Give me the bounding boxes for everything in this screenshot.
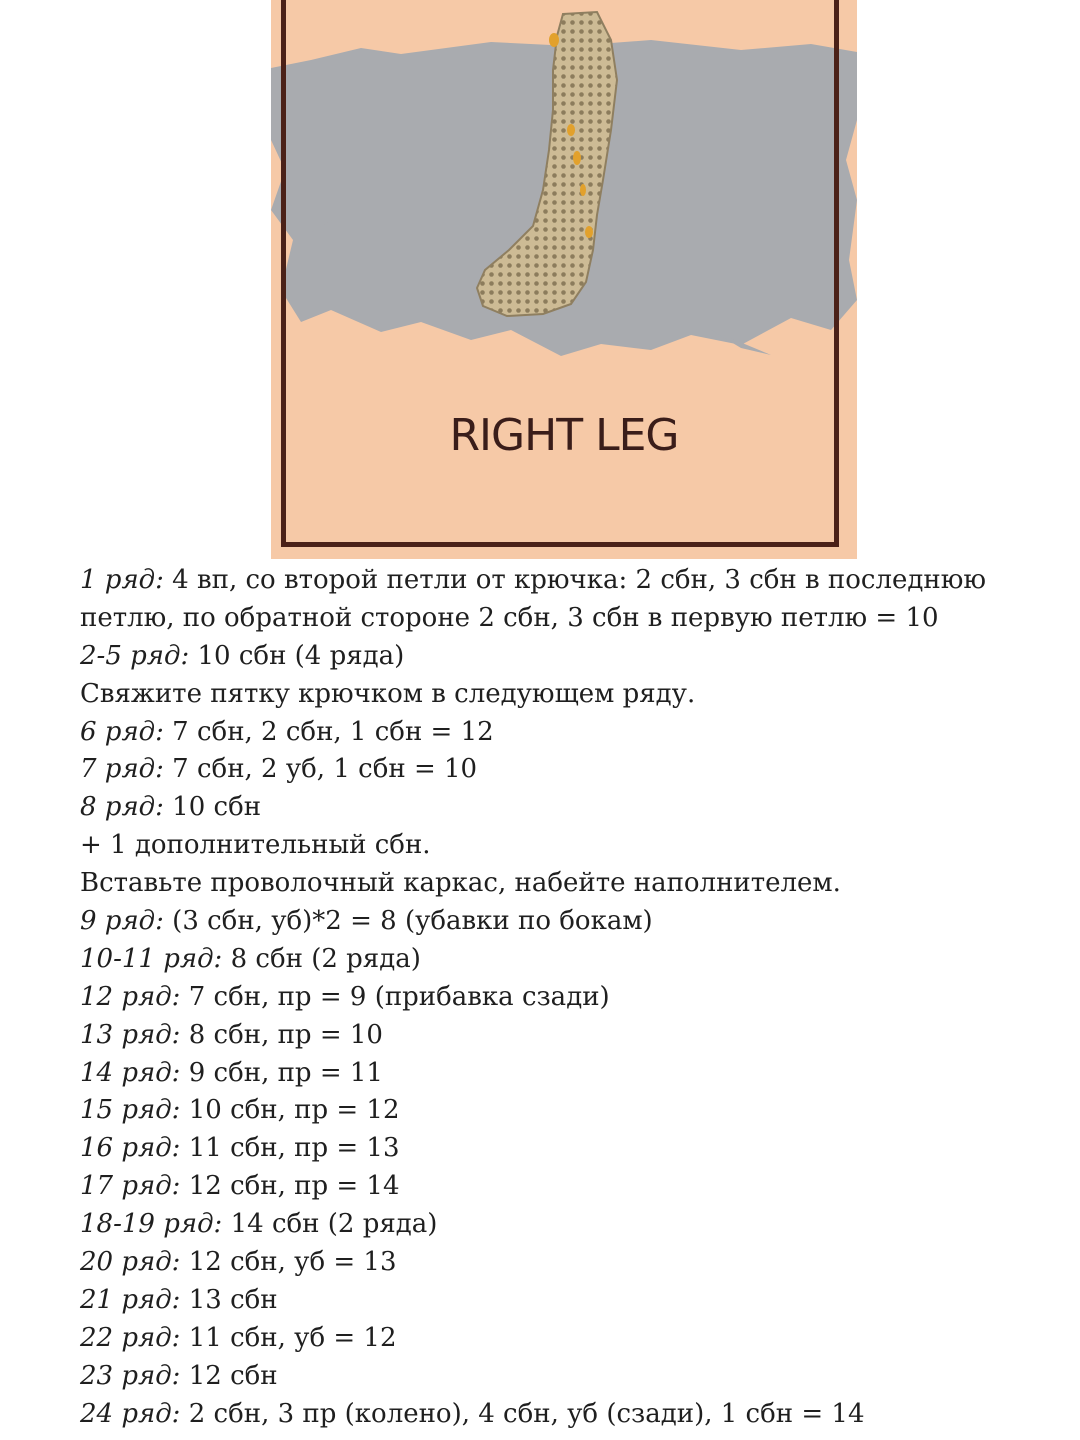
instruction-line bbox=[80, 1092, 1070, 1130]
instruction-line bbox=[80, 676, 1070, 714]
row-text: 7 сбн, пр = 9 (прибавка сзади) bbox=[180, 981, 610, 1012]
instruction-line bbox=[80, 600, 1070, 638]
row-text: 10 сбн, пр = 12 bbox=[180, 1095, 400, 1126]
row-label: 7 ряд: bbox=[80, 754, 164, 785]
row-label: 13 ряд: bbox=[80, 1019, 181, 1050]
instruction-line bbox=[80, 1244, 1070, 1282]
pattern-card bbox=[271, 0, 857, 559]
row-text: 10 сбн (4 ряда) bbox=[189, 640, 405, 671]
row-text: 7 сбн, 2 сбн, 1 сбн = 12 bbox=[163, 716, 494, 747]
row-label: 20 ряд: bbox=[80, 1247, 181, 1278]
row-label: 1 ряд: bbox=[80, 565, 164, 595]
instruction-line bbox=[80, 827, 1070, 865]
instruction-line bbox=[80, 638, 1070, 676]
instruction-line bbox=[80, 1130, 1070, 1168]
row-label: 15 ряд: bbox=[80, 1095, 181, 1126]
row-text: 7 сбн, 2 уб, 1 сбн = 10 bbox=[163, 754, 478, 785]
row-text: 13 сбн bbox=[180, 1284, 278, 1315]
instruction-line bbox=[80, 865, 1070, 903]
row-label: 2-5 ряд: bbox=[80, 640, 190, 671]
row-text: 10 сбн bbox=[163, 792, 262, 823]
row-text: 4 вп, со второй петли от крючка: 2 сбн, 3 сбн в последнюю bbox=[163, 565, 986, 595]
row-text: 9 сбн, пр = 11 bbox=[180, 1057, 383, 1088]
instruction-line bbox=[80, 1358, 1070, 1396]
row-label: 8 ряд: bbox=[80, 792, 164, 823]
row-text: 8 сбн, пр = 10 bbox=[180, 1019, 383, 1050]
instruction-line bbox=[80, 903, 1070, 941]
row-text: 11 сбн, пр = 13 bbox=[180, 1133, 400, 1164]
row-label: 10-11 ряд: bbox=[80, 943, 223, 974]
instruction-line bbox=[80, 1206, 1070, 1244]
instruction-line bbox=[80, 1320, 1070, 1358]
instruction-line bbox=[80, 789, 1070, 827]
row-text: 2 сбн, 3 пр (колено), 4 сбн, уб (сзади), 1 сбн = 14 bbox=[180, 1398, 865, 1429]
instruction-line bbox=[80, 1168, 1070, 1206]
row-label: 21 ряд: bbox=[80, 1284, 181, 1315]
card-title: RIGHT LEG bbox=[449, 410, 679, 461]
row-label: 23 ряд: bbox=[80, 1360, 181, 1391]
row-label: 17 ряд: bbox=[80, 1171, 181, 1202]
card-frame bbox=[281, 0, 839, 547]
instruction-line bbox=[80, 941, 1070, 979]
row-label: 14 ряд: bbox=[80, 1057, 181, 1088]
row-text: 12 сбн, пр = 14 bbox=[180, 1171, 400, 1202]
row-label: 16 ряд: bbox=[80, 1133, 181, 1164]
instruction-line bbox=[80, 714, 1070, 752]
instruction-line bbox=[80, 1055, 1070, 1093]
instruction-line bbox=[80, 1282, 1070, 1320]
row-text: 14 сбн (2 ряда) bbox=[222, 1209, 438, 1240]
pattern-instructions bbox=[80, 562, 1070, 1433]
row-label: 18-19 ряд: bbox=[80, 1209, 223, 1240]
row-label: 9 ряд: bbox=[80, 906, 164, 937]
instruction-line bbox=[80, 751, 1070, 789]
row-text: 12 сбн, уб = 13 bbox=[180, 1247, 397, 1278]
row-label: 12 ряд: bbox=[80, 981, 181, 1012]
instruction-line bbox=[80, 1017, 1070, 1055]
row-text: 11 сбн, уб = 12 bbox=[180, 1322, 397, 1353]
row-text: Свяжите пятку крючком в следующем ряду. bbox=[80, 678, 696, 709]
instruction-line bbox=[80, 562, 1070, 600]
instruction-line bbox=[80, 1396, 1070, 1434]
row-label: 6 ряд: bbox=[80, 716, 164, 747]
row-text: 8 сбн (2 ряда) bbox=[222, 943, 421, 974]
row-label: 24 ряд: bbox=[80, 1398, 181, 1429]
instruction-line bbox=[80, 979, 1070, 1017]
row-text: (3 сбн, уб)*2 = 8 (убавки по бокам) bbox=[163, 906, 653, 937]
row-label: 22 ряд: bbox=[80, 1322, 181, 1353]
row-text: + 1 дополнительный сбн. bbox=[80, 830, 431, 861]
row-text: петлю, по обратной стороне 2 сбн, 3 сбн в первую петлю = 10 bbox=[80, 602, 939, 633]
row-text: 12 сбн bbox=[180, 1360, 278, 1391]
row-text: Вставьте проволочный каркас, набейте наполнителем. bbox=[80, 868, 841, 899]
